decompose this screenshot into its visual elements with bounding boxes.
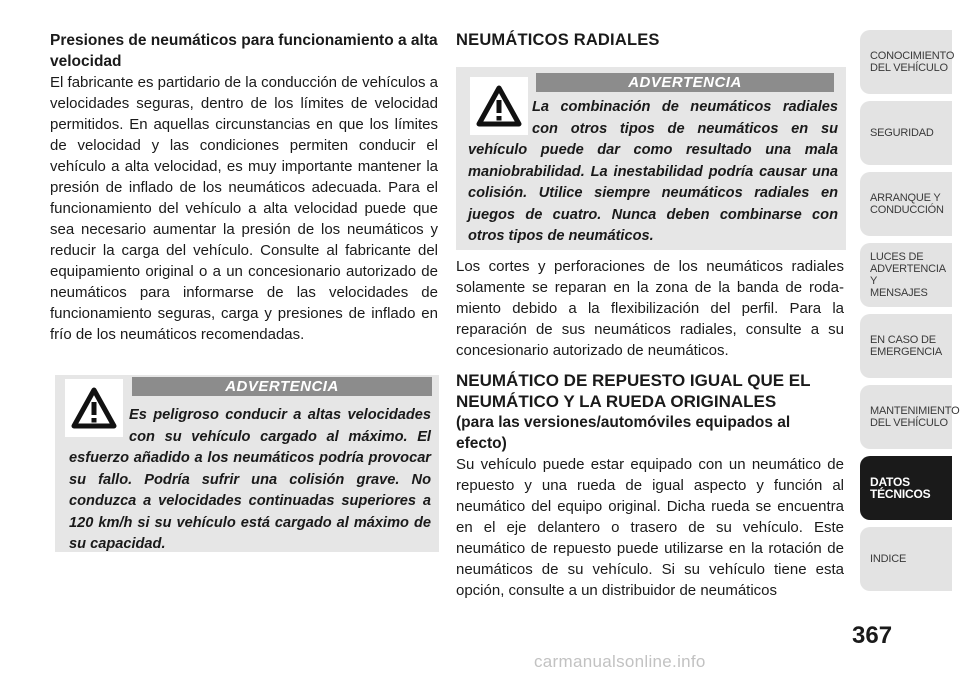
tab-mantenimiento-del-vehiculo[interactable]: MANTENIMIENTO DEL VEHÍCULO xyxy=(860,385,952,449)
page-number: 367 xyxy=(852,622,893,649)
warning-box-radial xyxy=(456,67,846,250)
warning-text-radial: La combinación de neumáticos radiales con otros tipos de neumáticos en su vehículo puede dar como resultado una mala maniobrabilidad. La inestabilidad podría causar una colisión. Utilice siempre neumáticos radiales en juegos de cuatro. Nunca deben combinarse con otros tipos de neumáticos. xyxy=(468,99,838,244)
warning-triangle-icon xyxy=(470,77,528,135)
tab-indice[interactable]: INDICE xyxy=(860,527,952,591)
tab-seguridad[interactable]: SEGURIDAD xyxy=(860,101,952,165)
right-column xyxy=(456,30,844,601)
paragraph-spare-tire: Su vehículo puede estar equipado con un neumático de repuesto y una rueda de igual aspecto y función al neumático del equipo original. Dicha rueda se encuentra en el eje delantero o trasero de su vehículo. Este neumático de repuesto puede utilizarse en la rotación de neumáticos de su vehículo. Si su vehículo tiene esta opción, consulte a un distribuidor de neumáticos xyxy=(456,456,844,599)
chapter-tabs-sidebar xyxy=(860,30,960,598)
warning-title-bar: ADVERTENCIA xyxy=(536,73,834,92)
paragraph-radial-repairs: Los cortes y perforaciones de los neumáticos radiales solamente se reparan en la zona de la banda de rodamiento debido a la flexibilización del perfil. Para la reparación de sus neumáticos radiales, consulte a su concesionario autorizado de neumáticos. xyxy=(456,258,844,359)
subheading-spare-tire: (para las versiones/automóviles equipados al efecto) xyxy=(456,414,791,452)
paragraph-high-speed: El fabricante es partidario de la conducción de vehículos a velocidades seguras, dentro de los límites de velocidad permitidos. En aquellas circunstancias en que los límites de velocidad y las condiciones permiten conducir el vehículo a alta velocidad, es muy importante mantener la presión de inflado de los neumáticos adecuada. Para el funcionamiento del vehículo a alta velocidad puede que sea necesario aumentar la presión de los neumáticos y reducir la carga del vehículo. Consulte al fabricante del equipamiento original o a un concesionario autorizado de neumáticos para informarse de las velocidades de funcionamiento seguras, carga y presiones de inflado en frío de los neumáticos recomendadas. xyxy=(50,74,438,343)
tab-luces-de-advertencia[interactable]: LUCES DE ADVERTENCIA Y MENSAJES xyxy=(860,243,952,307)
section-heading-high-speed: Presiones de neumáticos para funcionamiento a alta velocidad xyxy=(50,32,438,70)
section-heading-spare-tire: NEUMÁTICO DE REPUESTO IGUAL QUE EL NEUMÁTICO Y LA RUEDA ORIGINALES xyxy=(456,371,811,411)
tab-conocimiento-del-vehiculo[interactable]: CONOCIMIENTO DEL VEHÍCULO xyxy=(860,30,952,94)
warning-title-bar: ADVERTENCIA xyxy=(132,377,432,396)
watermark: carmanualsonline.info xyxy=(534,652,706,671)
section-heading-radial-tires: NEUMÁTICOS RADIALES xyxy=(456,31,660,49)
tab-en-caso-de-emergencia[interactable]: EN CASO DE EMERGENCIA xyxy=(860,314,952,378)
warning-triangle-icon xyxy=(65,379,123,437)
warning-box-high-speed xyxy=(55,375,439,552)
left-column xyxy=(50,30,438,552)
tab-arranque-y-conduccion[interactable]: ARRANQUE Y CONDUCCIÓN xyxy=(860,172,952,236)
warning-text-high-speed: Es peligroso conducir a altas velocidades con su vehículo cargado al máximo. El esfuerzo añadido a los neumáticos podría provocar su fallo. Podría sufrir una colisión grave. No conduzca a velocidades continuadas superiores a 120 km/h si su vehículo está cargado al máximo de su capacidad. xyxy=(69,407,431,552)
tab-datos-tecnicos[interactable]: DATOS TÉCNICOS xyxy=(860,456,952,520)
